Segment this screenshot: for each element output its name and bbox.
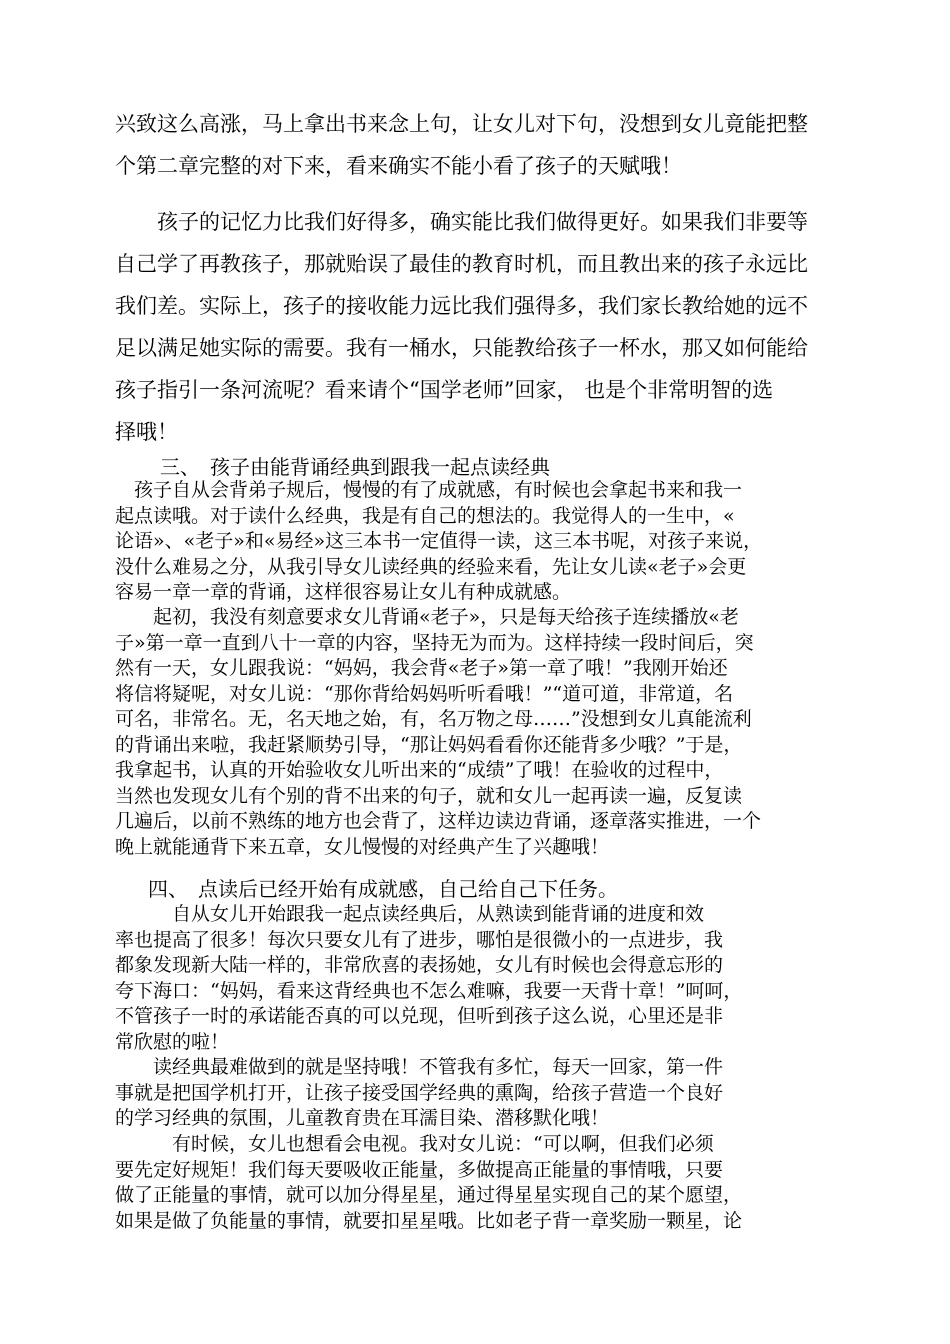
text-line: 我拿起书，认真的开始验收女儿听出来的“成绩”了哦！在验收的过程中， (115, 759, 724, 781)
paragraph-section4-1 (115, 902, 850, 1055)
text-line: 孩子指引一条河流呢？看来请个“国学老师”回家， 也是个非常明智的选 (115, 378, 774, 402)
text-line: 都象发现新大陆一样的，非常欣喜的表扬她，女儿有时候也会得意忘形的 (115, 954, 724, 976)
text-line: 如果是做了负能量的事情，就要扣星星哦。比如老子背一章奖励一颗星，论 (115, 1209, 743, 1232)
text-line: 子»第一章一直到八十一章的内容，坚持无为而为。这样持续一段时间后，突 (115, 631, 754, 654)
paragraph-intro-continued (115, 103, 835, 187)
text-line: 起初，我没有刻意要求女儿背诵«老子»，只是每天给孩子连续播放«老 (115, 606, 739, 628)
text-line: 自从女儿开始跟我一起点读经典后，从熟读到能背诵的进度和效 (115, 903, 705, 925)
text-line: 事就是把国学机打开，让孩子接受国学经典的熏陶，给孩子营造一个良好 (115, 1081, 724, 1104)
text-line: 可名，非常名。无，名天地之始，有，名万物之母……”没想到女儿真能流利 (115, 708, 752, 730)
paragraph-section3-2 (115, 605, 850, 860)
text-line: 率也提高了很多！每次只要女儿有了进步，哪怕是很微小的一点进步，我 (115, 928, 724, 951)
text-line: 然有一天，女儿跟我说：“妈妈，我会背«老子»第一章了哦！”我刚开始还 (115, 657, 728, 679)
text-line: 要先定好规矩！我们每天要吸收正能量，多做提高正能量的事情哦，只要 (115, 1158, 724, 1181)
text-line: 做了正能量的事情，就可以加分得星星，通过得星星实现自己的某个愿望， (115, 1184, 743, 1206)
text-line: 论语»、«老子»和«易经»这三本书一定值得一读，这三本书呢，对孩子来说， (115, 530, 763, 552)
paragraph-memory (115, 201, 835, 453)
text-line: 有时候，女儿也想看会电视。我对女儿说：“可以啊，但我们必须 (115, 1133, 714, 1155)
text-line: 不管孩子一时的承诺能否真的可以兑现，但听到孩子这么说，心里还是非 (115, 1005, 724, 1027)
text-line: 夸下海口：“妈妈，看来这背经典也不怎么难嘛，我要一天背十章！”呵呵， (115, 979, 743, 1002)
text-line: 兴致这么高涨，马上拿出书来念上句，让女儿对下句，没想到女儿竟能把整 (115, 112, 808, 136)
text-line: 晚上就能通背下来五章，女儿慢慢的对经典产生了兴趣哦！ (115, 835, 610, 858)
text-line: 几遍后，以前不熟练的地方也会背了，这样边读边背诵，逐章落实推进，一个 (115, 810, 762, 832)
paragraph-section4-3 (115, 1132, 850, 1234)
text-line: 容易一章一章的背诵，这样很容易让女儿有种成就感。 (115, 581, 572, 603)
text-line: 没什么难易之分，从我引导女儿读经典的经验来看，先让女儿读«老子»会更 (115, 555, 747, 578)
section-heading-4: 四、 点读后已经开始有成就感，自己给自己下任务。 (148, 877, 618, 901)
text-line: 常欣慰的啦！ (115, 1030, 230, 1053)
paragraph-section3-1 (115, 478, 850, 606)
text-line: 择哦！ (115, 420, 178, 444)
text-line: 个第二章完整的对下来，看来确实不能小看了孩子的天赋哦！ (115, 154, 682, 178)
text-line: 的学习经典的氛围，儿童教育贵在耳濡目染、潜移默化哦！ (115, 1107, 610, 1129)
text-line: 足以满足她实际的需要。我有一桶水，只能教给孩子一杯水，那又如何能给 (115, 336, 808, 360)
text-line: 的背诵出来啦，我赶紧顺势引导，“那让妈妈看看你还能背多少哦？”于是， (115, 733, 743, 756)
section-heading-3: 三、 孩子由能背诵经典到跟我一起点读经典 (160, 455, 550, 479)
text-line: 读经典最难做到的就是坚持哦！不管我有多忙，每天一回家，第一件 (115, 1056, 724, 1078)
text-line: 起点读哦。对于读什么经典，我是有自己的想法的。我觉得人的一生中，« (115, 504, 735, 527)
text-line: 当然也发现女儿有个别的背不出来的句子，就和女儿一起再读一遍，反复读 (115, 784, 743, 807)
text-line: 自己学了再教孩子，那就贻误了最佳的教育时机，而且教出来的孩子永远比 (115, 252, 808, 276)
text-line: 我们差。实际上，孩子的接收能力远比我们强得多，我们家长教给她的远不 (115, 294, 808, 318)
paragraph-section4-2 (115, 1055, 850, 1132)
text-line: 孩子自从会背弟子规后，慢慢的有了成就感，有时候也会拿起书来和我一 (115, 479, 743, 501)
text-line: 将信将疑呢，对女儿说：“那你背给妈妈听听看哦！”“道可道，非常道，名 (115, 682, 734, 705)
text-line: 孩子的记忆力比我们好得多，确实能比我们做得更好。如果我们非要等 (115, 210, 808, 234)
